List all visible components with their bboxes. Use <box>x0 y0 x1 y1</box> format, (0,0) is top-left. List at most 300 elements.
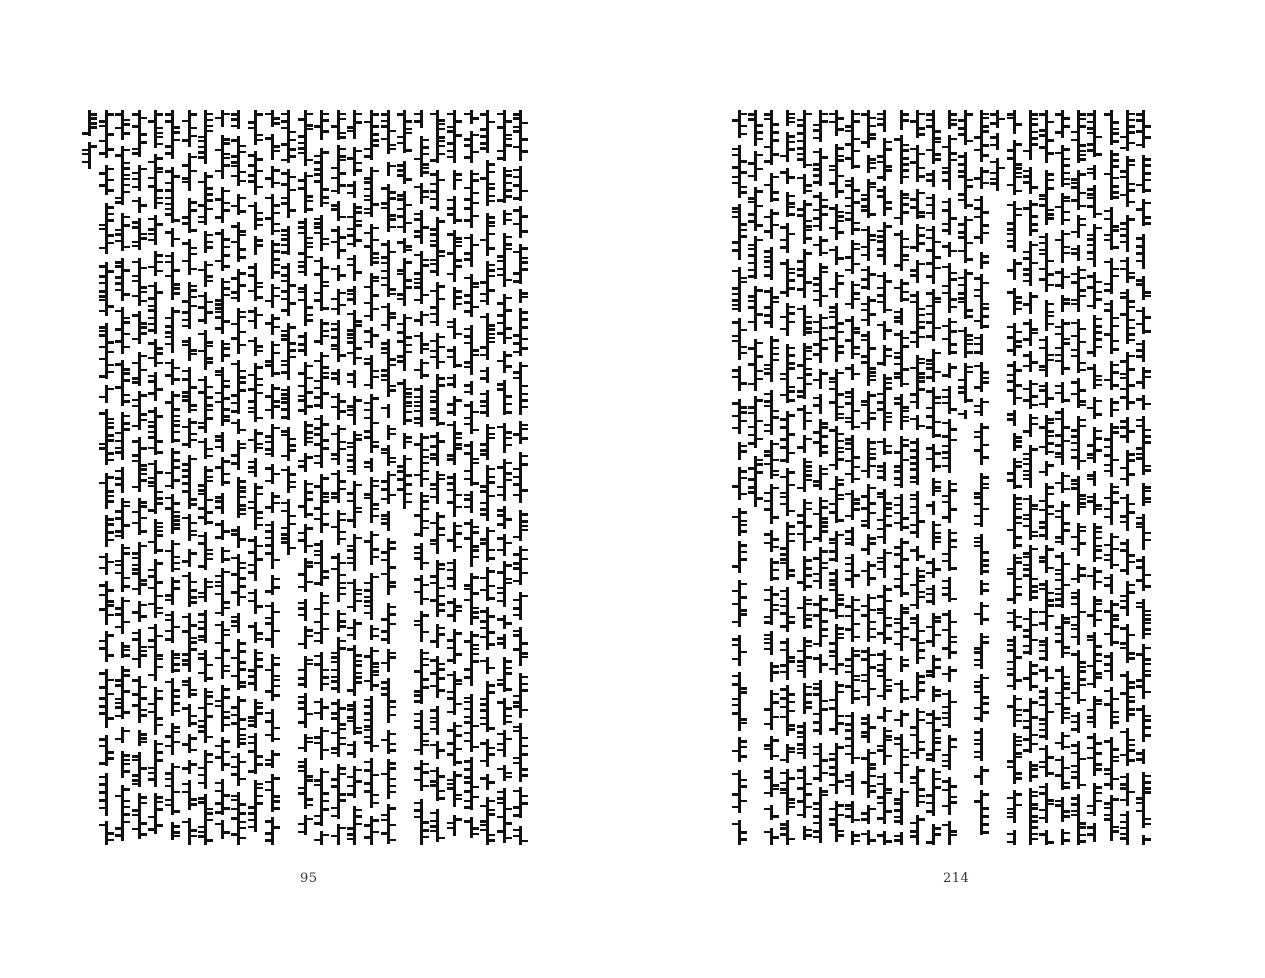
glyph-stroke <box>981 487 989 489</box>
glyph-stroke <box>215 170 223 172</box>
glyph-stroke <box>272 344 280 346</box>
glyph-stroke <box>1007 833 1015 835</box>
glyph-stroke <box>281 113 289 115</box>
glyph-stroke <box>132 552 140 555</box>
glyph-stroke <box>780 226 788 229</box>
glyph-stroke <box>868 239 876 241</box>
glyph-stroke <box>215 149 223 151</box>
glyph-stroke <box>288 481 296 483</box>
glyph-stroke <box>255 212 263 214</box>
glyph-stroke <box>739 382 747 385</box>
glyph-stroke <box>222 354 230 357</box>
glyph-stroke <box>884 792 892 794</box>
glyph-stroke <box>861 334 869 337</box>
glyph-stroke <box>106 717 114 720</box>
glyph-stroke <box>820 266 828 269</box>
glyph-stroke <box>231 410 239 413</box>
glyph-stroke <box>298 142 306 144</box>
glyph-stroke <box>397 194 405 197</box>
glyph-stroke <box>497 314 505 317</box>
glyph-stroke <box>255 632 263 635</box>
glyph-stem <box>436 282 439 326</box>
glyph-stroke <box>182 469 190 472</box>
glyph-stroke <box>1046 513 1054 515</box>
glyph-stroke <box>198 269 206 271</box>
glyph-stroke <box>845 753 853 755</box>
glyph-stroke <box>1055 385 1063 387</box>
glyph-stroke <box>901 291 909 293</box>
glyph-stroke <box>894 835 902 837</box>
glyph-stroke <box>139 413 147 416</box>
glyph-stroke <box>437 255 445 257</box>
glyph-stroke <box>748 220 756 223</box>
glyph-stroke <box>215 593 223 595</box>
glyph-stroke <box>504 479 512 481</box>
glyph-stroke <box>371 576 379 578</box>
glyph-stroke <box>513 169 521 171</box>
glyph-stroke <box>829 784 837 786</box>
glyph-stroke <box>281 533 289 536</box>
glyph-stroke <box>464 776 472 779</box>
glyph-stroke <box>314 822 322 825</box>
glyph-stroke <box>804 383 812 385</box>
glyph-stroke <box>189 229 197 232</box>
glyph-stroke <box>797 140 805 142</box>
glyph-stroke <box>732 148 740 150</box>
glyph-stroke <box>1039 146 1047 149</box>
glyph-stroke <box>255 417 263 419</box>
glyph-stroke <box>122 649 130 651</box>
glyph-stroke <box>272 826 280 829</box>
glyph-stroke <box>933 486 941 489</box>
glyph-stroke <box>331 323 339 325</box>
glyph-stroke <box>364 729 372 731</box>
glyph-stroke <box>388 197 396 200</box>
glyph-stroke <box>122 763 130 765</box>
glyph-stroke <box>288 486 296 488</box>
glyph-stroke <box>106 539 114 541</box>
glyph-stroke <box>739 171 747 174</box>
glyph-stroke <box>942 146 950 148</box>
glyph-stroke <box>347 454 355 456</box>
glyph-stroke <box>804 346 812 349</box>
glyph-stroke <box>198 516 206 519</box>
glyph-stroke <box>381 202 389 205</box>
glyph-stroke <box>974 431 982 433</box>
glyph-stroke <box>338 448 346 450</box>
glyph-stroke <box>804 645 812 647</box>
glyph-stroke <box>845 157 853 160</box>
glyph-stroke <box>917 358 925 360</box>
glyph-stroke <box>238 812 246 815</box>
glyph-stroke <box>487 691 495 694</box>
glyph-stroke <box>354 220 362 222</box>
glyph-stroke <box>884 637 892 640</box>
glyph-stroke <box>106 148 114 151</box>
glyph-stroke <box>198 774 206 776</box>
glyph-stroke <box>155 261 163 263</box>
glyph-stroke <box>414 552 422 554</box>
glyph-stem <box>867 594 870 642</box>
glyph-stroke <box>205 357 213 360</box>
glyph-stroke <box>122 224 130 227</box>
glyph-stroke <box>255 218 263 221</box>
glyph-stroke <box>942 706 950 708</box>
glyph-stroke <box>172 766 180 768</box>
glyph-stroke <box>1055 239 1063 241</box>
glyph-stroke <box>248 310 256 313</box>
glyph-stroke <box>115 261 123 264</box>
glyph-stroke <box>421 664 429 666</box>
glyph-stroke <box>797 390 805 393</box>
glyph-stroke <box>132 511 140 513</box>
glyph-stroke <box>430 770 438 772</box>
glyph-stroke <box>222 481 230 484</box>
glyph-stroke <box>338 428 346 430</box>
glyph-stroke <box>520 296 528 298</box>
glyph-stroke <box>447 207 455 210</box>
glyph-stroke <box>198 707 206 709</box>
glyph-stroke <box>780 553 788 556</box>
glyph-stroke <box>430 543 438 545</box>
glyph-stroke <box>347 337 355 339</box>
glyph-stroke <box>933 536 941 539</box>
glyph-stroke <box>852 574 860 577</box>
glyph-stroke <box>480 589 488 591</box>
glyph-stroke <box>820 422 828 425</box>
glyph-stroke <box>797 731 805 734</box>
glyph-stroke <box>926 262 934 265</box>
glyph-stroke <box>1023 338 1031 341</box>
glyph-stroke <box>901 611 909 614</box>
glyph-stroke <box>371 674 379 676</box>
glyph-stroke <box>764 621 772 624</box>
glyph-stroke <box>949 298 957 301</box>
glyph-stroke <box>437 220 445 223</box>
glyph-stroke <box>504 808 512 810</box>
glyph-stroke <box>1062 164 1070 167</box>
glyph-stroke <box>388 733 396 735</box>
glyph-stroke <box>182 575 190 577</box>
glyph-stroke <box>338 274 346 277</box>
glyph-stroke <box>965 140 973 142</box>
glyph-stroke <box>894 683 902 685</box>
glyph-stroke <box>155 522 163 524</box>
glyph-stroke <box>884 730 892 732</box>
glyph-stroke <box>1062 246 1070 248</box>
glyph-stroke <box>1030 611 1038 613</box>
glyph-stroke <box>255 517 263 519</box>
glyph-stroke <box>447 130 455 133</box>
glyph-stroke <box>165 317 173 319</box>
glyph-stroke <box>942 824 950 826</box>
glyph-stroke <box>942 285 950 287</box>
glyph-stroke <box>189 596 197 599</box>
glyph-stroke <box>877 441 885 443</box>
glyph-stroke <box>942 445 950 447</box>
glyph-stroke <box>981 130 989 133</box>
glyph-stroke <box>732 415 740 417</box>
glyph-stroke <box>99 762 107 765</box>
glyph-stroke <box>215 260 223 262</box>
glyph-stroke <box>504 772 512 774</box>
glyph-stroke <box>1030 186 1038 189</box>
glyph-stroke <box>780 239 788 241</box>
glyph-stroke <box>298 271 306 273</box>
glyph-stroke <box>172 657 180 659</box>
glyph-stroke <box>331 496 339 499</box>
glyph-stroke <box>910 148 918 150</box>
glyph-stroke <box>298 683 306 686</box>
glyph-stroke <box>732 216 740 218</box>
glyph-stroke <box>421 374 429 377</box>
glyph-stroke <box>115 572 123 574</box>
glyph-stroke <box>981 113 989 115</box>
glyph-stroke <box>281 244 289 246</box>
glyph-stroke <box>321 683 329 685</box>
glyph-stroke <box>298 707 306 710</box>
glyph-stroke <box>148 239 156 241</box>
glyph-stroke <box>894 465 902 468</box>
glyph-stroke <box>165 170 173 173</box>
glyph-stroke <box>480 346 488 349</box>
glyph-stroke <box>388 358 396 361</box>
glyph-stroke <box>829 758 837 761</box>
glyph-stroke <box>901 406 909 409</box>
glyph-stroke <box>1030 743 1038 745</box>
glyph-stroke <box>933 737 941 739</box>
glyph-stroke <box>338 216 346 218</box>
glyph-stroke <box>454 333 462 335</box>
glyph-stroke <box>1014 679 1022 682</box>
glyph-stroke <box>974 207 982 210</box>
glyph-stroke <box>829 583 837 586</box>
glyph-stroke <box>974 707 982 709</box>
glyph-stroke <box>942 457 950 459</box>
glyph-stroke <box>933 421 941 423</box>
glyph-stroke <box>894 839 902 842</box>
glyph-stroke <box>917 630 925 632</box>
glyph-stroke <box>1039 786 1047 788</box>
glyph-stroke <box>894 522 902 524</box>
glyph-stroke <box>404 204 412 206</box>
glyph-stroke <box>1039 249 1047 251</box>
glyph-stroke <box>430 575 438 578</box>
glyph-stroke <box>780 671 788 673</box>
glyph-stroke <box>739 160 747 163</box>
glyph-stroke <box>148 828 156 831</box>
glyph-stroke <box>949 408 957 411</box>
glyph-stroke <box>238 827 246 829</box>
glyph-stroke <box>198 639 206 641</box>
glyph-stroke <box>739 133 747 135</box>
glyph-stroke <box>471 134 479 136</box>
glyph-stroke <box>965 204 973 207</box>
glyph-stroke <box>122 711 130 714</box>
glyph-stroke <box>852 222 860 224</box>
glyph-stroke <box>877 195 885 198</box>
glyph-stroke <box>89 126 97 129</box>
glyph-stroke <box>314 125 322 128</box>
glyph-stroke <box>861 548 869 551</box>
glyph-stroke <box>165 336 173 338</box>
glyph-stroke <box>139 419 147 421</box>
glyph-stroke <box>787 710 795 712</box>
glyph-stroke <box>265 763 273 766</box>
glyph-stroke <box>430 830 438 832</box>
glyph-stroke <box>1046 273 1054 276</box>
glyph-stroke <box>404 245 412 248</box>
glyph-stroke <box>787 390 795 393</box>
glyph-stroke <box>238 642 246 645</box>
glyph-stroke <box>305 741 313 743</box>
glyph-stroke <box>1007 572 1015 575</box>
glyph-stroke <box>487 333 495 335</box>
glyph-stroke <box>305 483 313 485</box>
glyph-stroke <box>305 498 313 501</box>
glyph-stroke <box>347 414 355 416</box>
glyph-stroke <box>748 295 756 298</box>
glyph-stroke <box>338 531 346 533</box>
glyph-stroke <box>464 584 472 587</box>
glyph-stroke <box>238 230 246 233</box>
glyph-stroke <box>265 197 273 199</box>
glyph-stroke <box>132 314 140 317</box>
glyph-stroke <box>497 642 505 645</box>
glyph-stroke <box>437 797 445 800</box>
glyph-stroke <box>215 705 223 707</box>
glyph-stroke <box>933 153 941 156</box>
glyph-stroke <box>205 521 213 524</box>
glyph-stem <box>105 581 108 625</box>
glyph-stroke <box>388 767 396 770</box>
glyph-stroke <box>949 113 957 116</box>
glyph-stroke <box>139 464 147 467</box>
glyph-stroke <box>926 119 934 121</box>
glyph-stroke <box>397 340 405 343</box>
glyph-stroke <box>148 323 156 325</box>
glyph-stroke <box>238 837 246 839</box>
glyph-stroke <box>739 583 747 585</box>
glyph-stroke <box>1007 568 1015 570</box>
glyph-stroke <box>189 421 197 424</box>
glyph-stroke <box>430 240 438 242</box>
glyph-stroke <box>231 363 239 365</box>
glyph-stroke <box>901 573 909 575</box>
glyph-stroke <box>764 118 772 120</box>
glyph-stroke <box>845 542 853 545</box>
glyph-stroke <box>894 809 902 812</box>
glyph-stroke <box>437 515 445 518</box>
glyph-stroke <box>965 258 973 261</box>
glyph-stroke <box>437 527 445 530</box>
glyph-stroke <box>1014 516 1022 519</box>
glyph-stroke <box>397 136 405 138</box>
glyph-stroke <box>480 508 488 511</box>
glyph-stroke <box>868 621 876 623</box>
glyph-stroke <box>877 465 885 468</box>
glyph-stroke <box>926 313 934 315</box>
glyph-stroke <box>364 699 372 701</box>
glyph-stroke <box>238 496 246 498</box>
glyph-stroke <box>520 385 528 387</box>
glyph-stroke <box>829 429 837 432</box>
glyph-stroke <box>861 674 869 676</box>
glyph-stroke <box>1046 173 1054 176</box>
glyph-stroke <box>215 585 223 587</box>
glyph-stroke <box>739 406 747 409</box>
glyph-stroke <box>231 323 239 325</box>
glyph-stroke <box>1062 440 1070 442</box>
glyph-stroke <box>122 321 130 324</box>
glyph-stroke <box>397 465 405 468</box>
glyph-stem <box>948 318 951 355</box>
glyph-stroke <box>155 189 163 192</box>
glyph-stroke <box>1023 399 1031 402</box>
glyph-stroke <box>797 308 805 310</box>
glyph-stroke <box>381 452 389 454</box>
glyph-stroke <box>1046 505 1054 508</box>
glyph-stroke <box>238 685 246 688</box>
glyph-stroke <box>1030 383 1038 385</box>
glyph-stroke <box>115 328 123 331</box>
glyph-stroke <box>172 431 180 433</box>
glyph-stroke <box>780 426 788 429</box>
glyph-stroke <box>464 404 472 407</box>
mongolian-text-column <box>942 110 957 845</box>
glyph-stroke <box>739 329 747 331</box>
glyph-stroke <box>861 812 869 815</box>
glyph-stroke <box>820 620 828 623</box>
glyph-stroke <box>182 653 190 656</box>
glyph-stroke <box>454 610 462 612</box>
glyph-stroke <box>238 661 246 664</box>
glyph-stroke <box>430 640 438 643</box>
glyph-stroke <box>430 183 438 185</box>
glyph-stroke <box>497 302 505 305</box>
glyph-stroke <box>764 634 772 636</box>
glyph-stroke <box>497 322 505 324</box>
glyph-stroke <box>255 658 263 661</box>
glyph-stroke <box>942 724 950 726</box>
glyph-stroke <box>820 252 828 254</box>
glyph-stroke <box>381 120 389 122</box>
mongolian-text-column <box>381 110 396 845</box>
glyph-stroke <box>926 415 934 418</box>
glyph-stroke <box>430 259 438 261</box>
glyph-stroke <box>189 715 197 717</box>
glyph-stroke <box>447 411 455 414</box>
glyph-stroke <box>764 792 772 794</box>
glyph-stroke <box>836 804 844 807</box>
glyph-stroke <box>321 576 329 579</box>
glyph-stroke <box>861 524 869 527</box>
glyph-stroke <box>884 348 892 351</box>
glyph-stroke <box>868 133 876 136</box>
mongolian-text-column <box>910 110 925 845</box>
glyph-stroke <box>331 676 339 678</box>
right-page-text-block <box>732 110 1152 845</box>
glyph-stroke <box>281 280 289 282</box>
glyph-stroke <box>780 476 788 478</box>
glyph-stroke <box>305 431 313 434</box>
glyph-stroke <box>820 517 828 520</box>
glyph-stroke <box>504 403 512 405</box>
glyph-stroke <box>933 634 941 636</box>
glyph-stroke <box>139 796 147 799</box>
glyph-stroke <box>836 598 844 601</box>
glyph-stroke <box>189 498 197 501</box>
